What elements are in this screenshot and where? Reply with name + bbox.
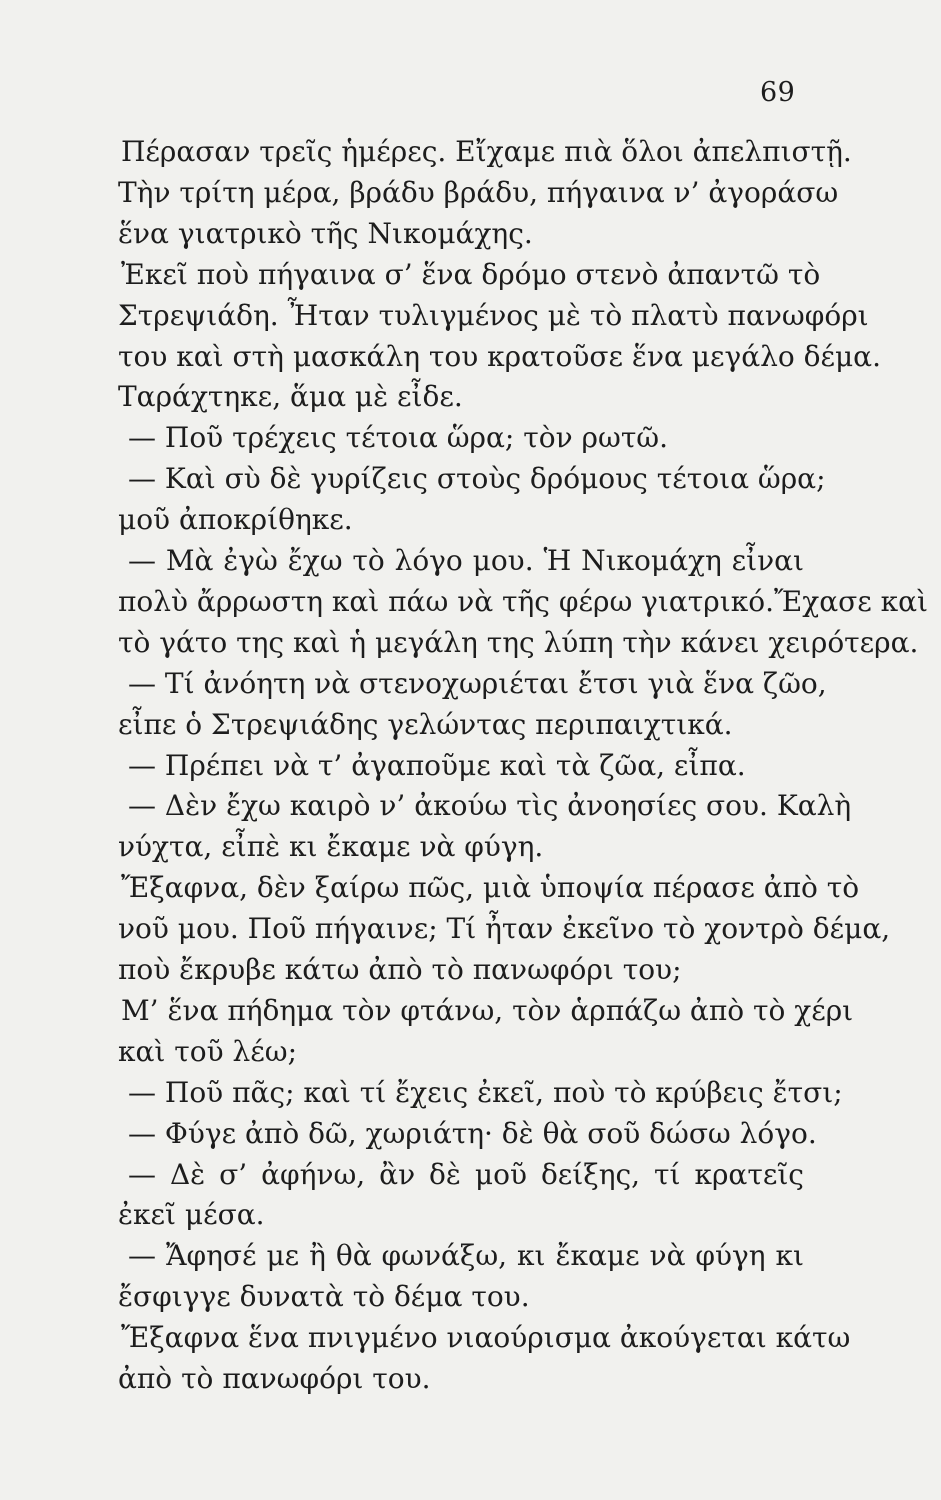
- text-line: — Φύγε ἀπὸ δῶ, χωριάτη· δὲ θὰ σοῦ δώσω λόγο.: [128, 1116, 817, 1150]
- text-line: — Τί ἀνόητη νὰ στενοχωριέται ἔτσι γιὰ ἕνα ζῶο,: [128, 666, 827, 700]
- text-line: — Ποῦ τρέχεις τέτοια ὥρα; τὸν ρωτῶ.: [128, 421, 669, 455]
- text-line: — Μὰ ἐγὼ ἔχω τὸ λόγο μου. Ἡ Νικομάχη εἶναι: [128, 544, 804, 577]
- text-line: καὶ τοῦ λέω;: [118, 1034, 298, 1068]
- text-line: νοῦ μου. Ποῦ πήγαινε; Τί ἦταν ἐκεῖνο τὸ χοντρὸ δέμα,: [118, 912, 891, 946]
- text-line: ἔσφιγγε δυνατὰ τὸ δέμα του.: [118, 1280, 530, 1314]
- text-line: ἕνα γιατρικὸ τῆς Νικομάχης.: [118, 216, 533, 250]
- text-line: Ἐκεῖ ποὺ πήγαινα σ’ ἕνα δρόμο στενὸ ἀπαντῶ τὸ: [121, 257, 821, 291]
- text-line: — Καὶ σὺ δὲ γυρίζεις στοὺς δρόμους τέτοια ὥρα;: [128, 462, 826, 496]
- text-line: του καὶ στὴ μασκάλη του κρατοῦσε ἕνα μεγάλο δέμα.: [118, 339, 881, 373]
- text-line: Πέρασαν τρεῖς ἡμέρες. Εἴχαμε πιὰ ὅλοι ἀπελπιστῇ.: [121, 135, 852, 168]
- text-line: μοῦ ἀποκρίθηκε.: [118, 503, 353, 537]
- text-line: Στρεψιάδη. Ἦταν τυλιγμένος μὲ τὸ πλατὺ πανωφόρι: [118, 298, 869, 332]
- text-line: πολὺ ἄρρωστη καὶ πάω νὰ τῆς φέρω γιατρικό.Ἔχασε καὶ: [118, 584, 929, 618]
- text-line: ἀπὸ τὸ πανωφόρι του.: [118, 1362, 431, 1395]
- text-line: εἶπε ὁ Στρεψιάδης γελώντας περιπαιχτικά.: [118, 707, 733, 741]
- text-line: — Δὲ σ’ ἀφήνω, ἂν δὲ μοῦ δείξης, τί κρατεῖς: [128, 1157, 804, 1191]
- text-line: ποὺ ἔκρυβε κάτω ἀπὸ τὸ πανωφόρι του;: [118, 953, 682, 986]
- text-line: νύχτα, εἶπὲ κι ἔκαμε νὰ φύγη.: [118, 830, 544, 864]
- text-line: — Ἄφησέ με ἢ θὰ φωνάξω, κι ἔκαμε νὰ φύγη κι: [128, 1239, 804, 1273]
- text-line: Ἔξαφνα ἕνα πνιγμένο νιαούρισμα ἀκούγεται κάτω: [121, 1321, 851, 1355]
- text-line: Ταράχτηκε, ἅμα μὲ εἶδε.: [118, 380, 463, 414]
- text-line: Ἔξαφνα, δὲν ξαίρω πῶς, μιὰ ὑποψία πέρασε ἀπὸ τὸ: [121, 871, 860, 905]
- text-line: — Ποῦ πᾶς; καὶ τί ἔχεις ἐκεῖ, ποὺ τὸ κρύβεις ἔτσι;: [128, 1075, 843, 1109]
- text-line: ἐκεῖ μέσα.: [118, 1198, 265, 1232]
- page-number: 69: [760, 77, 796, 108]
- text-line: — Δὲν ἔχω καιρὸ ν’ ἀκούω τὶς ἀνοησίες σου. Καλὴ: [128, 789, 852, 823]
- text-line: Μ’ ἕνα πήδημα τὸν φτάνω, τὸν ἁρπάζω ἀπὸ τὸ χέρι: [121, 993, 854, 1027]
- text-line: — Πρέπει νὰ τ’ ἀγαποῦμε καὶ τὰ ζῶα, εἶπα.: [128, 748, 746, 782]
- text-line: τὸ γάτο της καὶ ἡ μεγάλη της λύπη τὴν κάνει χειρότερα.: [118, 625, 919, 659]
- text-line: Τὴν τρίτη μέρα, βράδυ βράδυ, πήγαινα ν’ ἀγοράσω: [118, 175, 839, 209]
